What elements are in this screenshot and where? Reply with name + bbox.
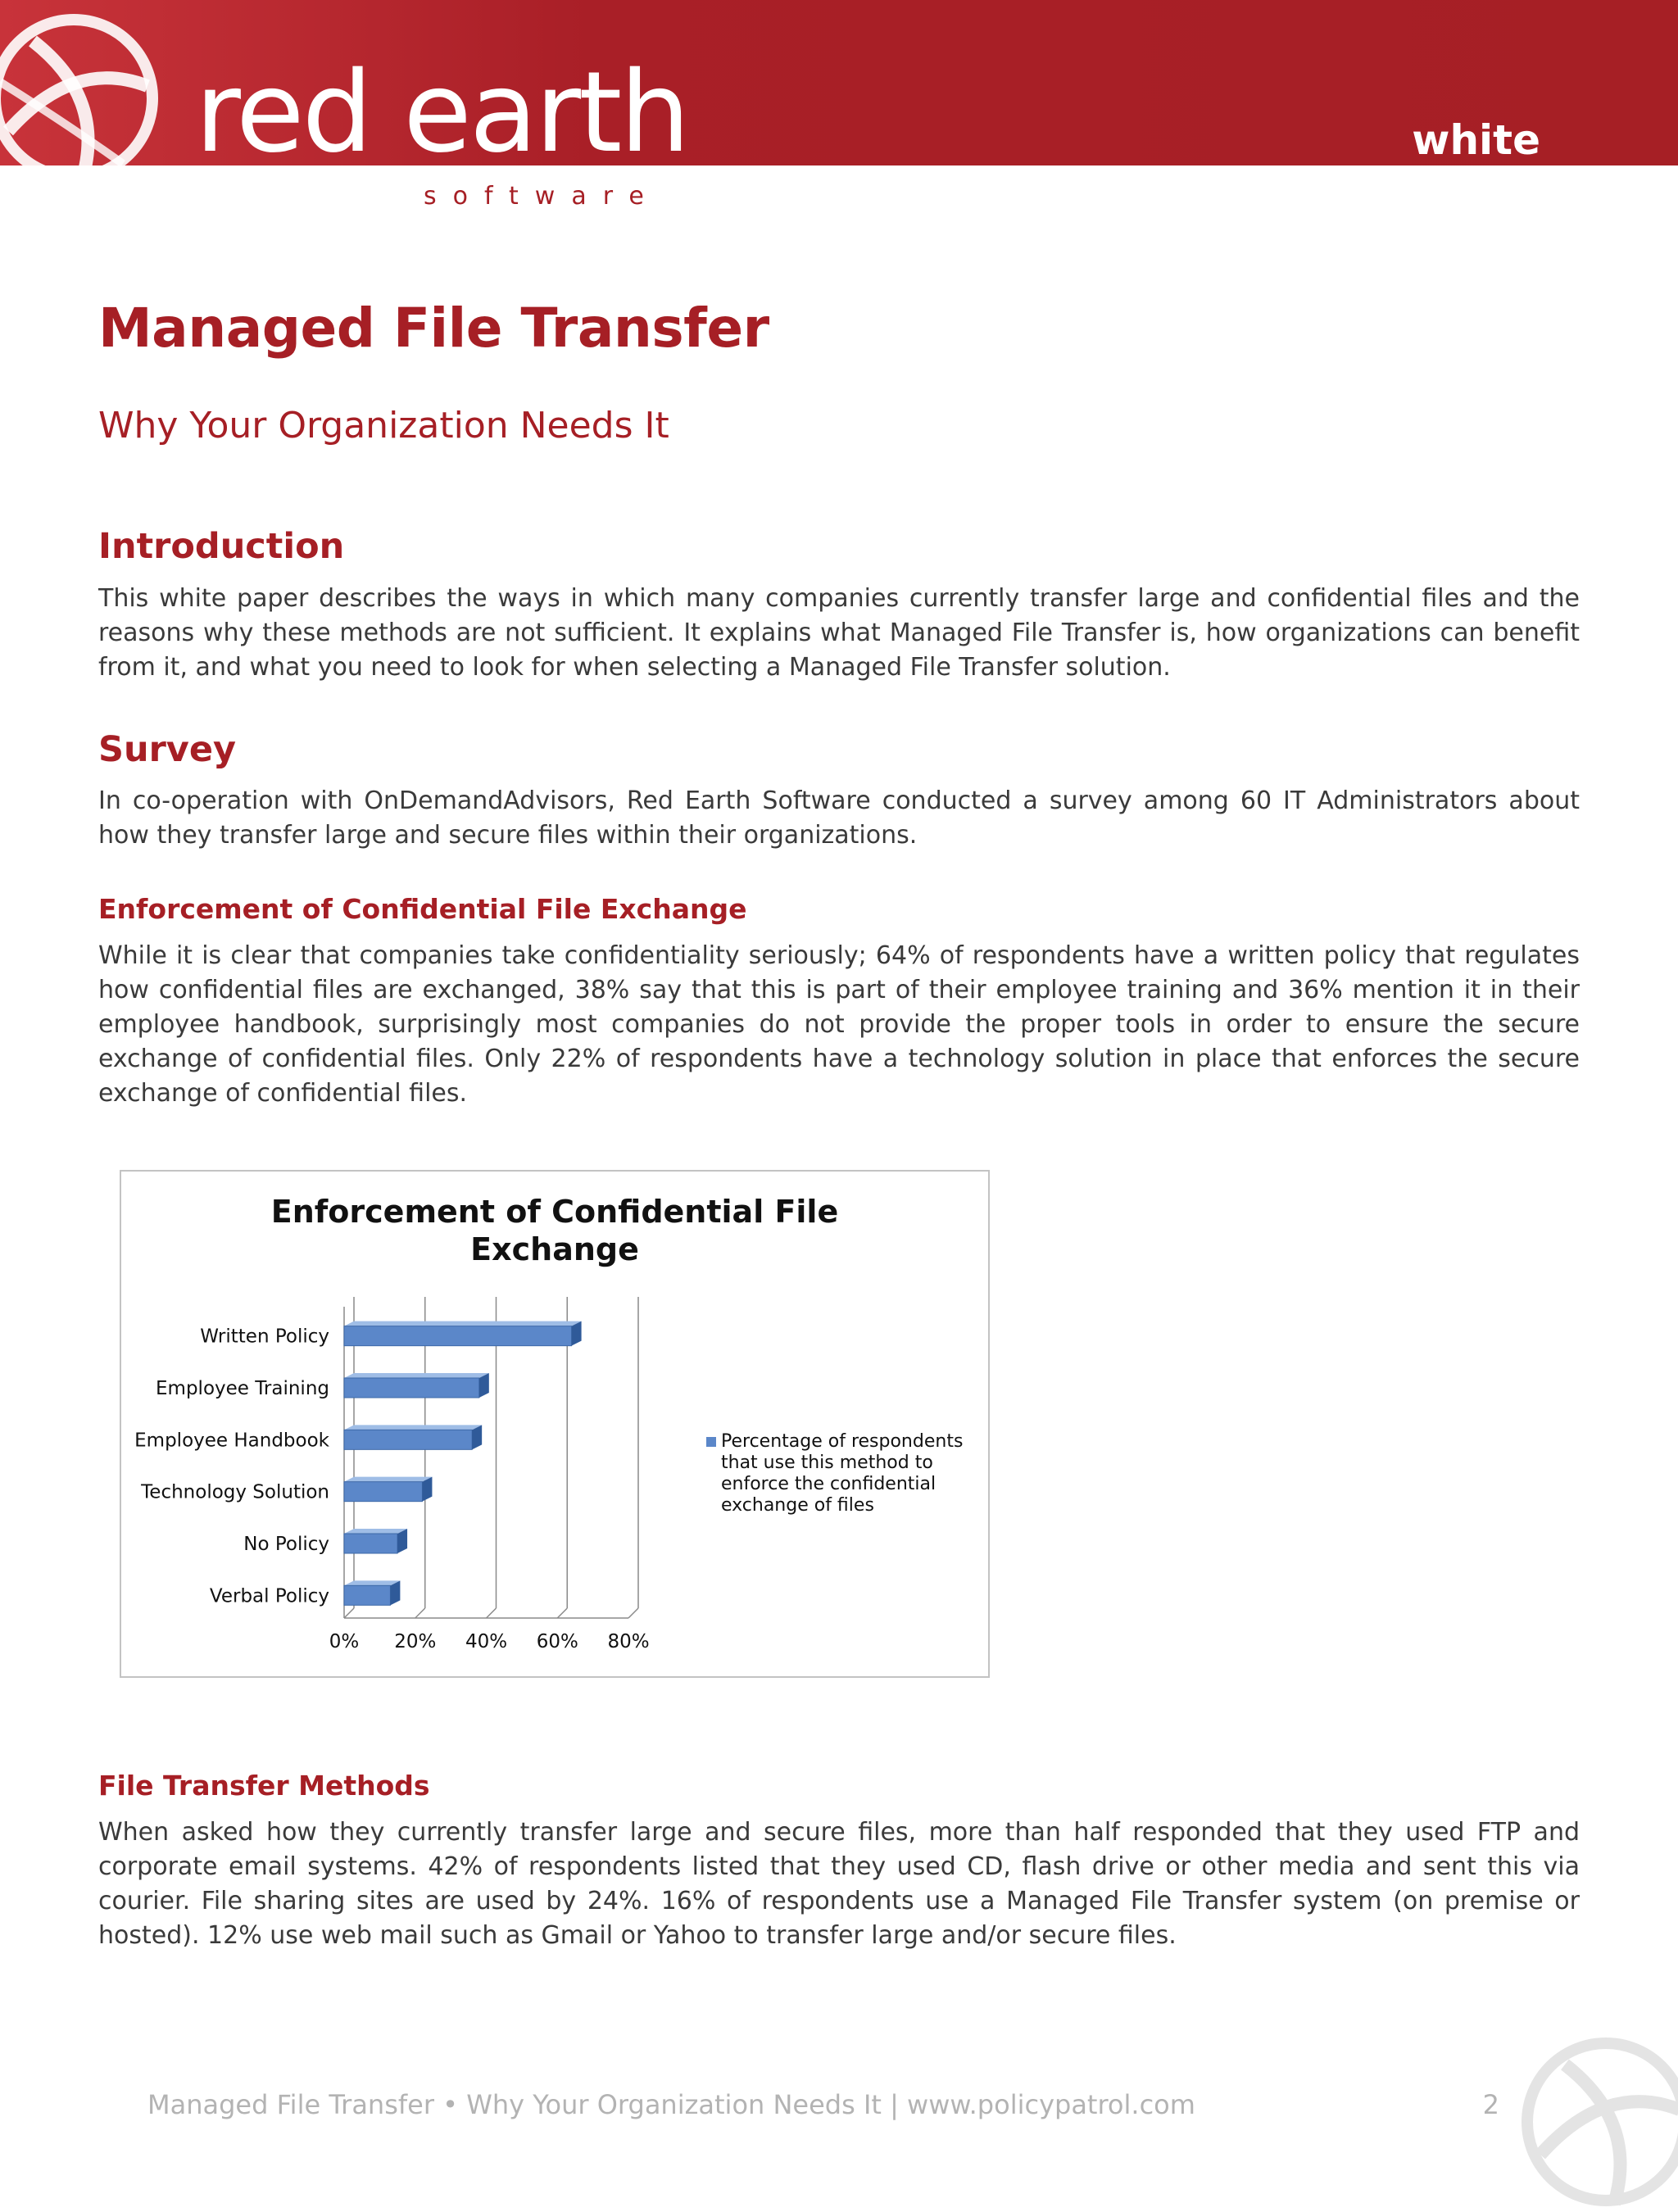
brand-tagline: software (424, 182, 660, 211)
chart-gridline-depth (487, 1608, 497, 1618)
globe-watermark-icon (1516, 2032, 1678, 2212)
page-subtitle: Why Your Organization Needs It (98, 405, 669, 446)
enforcement-paragraph: While it is clear that companies take confidentiality seriously; 64% of respondents have a written policy that regulates how confidential files are exchanged, 38% say that this is part of their employee training and 36% mention it in their employee handbook, surprisingly most companies do not provide the proper tools in order to ensure the secure exchange of confidential files. Only 22% of respondents have a technology solution in place that enforces the secure exchange of confidential files. (98, 941, 1580, 1108)
introduction-paragraph: This white paper describes the ways in which many companies currently transfer large and confidential files and the reasons why these methods are not sufficient. It explains what Managed File Transfer is, how organizations can benefit from it, and what you need to look for when selecting a Managed File Transfer solution. (98, 584, 1580, 682)
chart-gridline-depth (628, 1608, 638, 1618)
page-title: Managed File Transfer (98, 297, 769, 360)
chart-gridline-depth (415, 1608, 425, 1618)
file-transfer-methods-paragraph: When asked how they currently transfer large and secure files, more than half responded that they used FTP and corporate email systems. 42% of respondents listed that they used CD, flash drive or other media and sent this via courier. File sharing sites are used by 24%. 16% of respondents use a Managed File Transfer system (on premise or hosted). 12% use web mail such as Gmail or Yahoo to transfer large and/or secure files. (98, 1818, 1580, 1950)
chart-legend-label: that use this method to (721, 1453, 933, 1473)
enforcement-bar-chart (121, 1172, 988, 1676)
enforcement-heading: Enforcement of Confidential File Exchange (98, 893, 747, 925)
chart-container (120, 1170, 990, 1678)
chart-bar (344, 1430, 472, 1449)
chart-bar (344, 1534, 397, 1553)
chart-bar-top (344, 1580, 400, 1585)
chart-category-label: Verbal Policy (209, 1585, 329, 1607)
chart-gridline-depth (557, 1608, 567, 1618)
chart-x-tick-label: 20% (394, 1631, 437, 1652)
chart-bar (344, 1585, 390, 1605)
chart-bar (344, 1482, 422, 1502)
chart-category-label: No Policy (243, 1534, 329, 1555)
chart-category-label: Technology Solution (141, 1481, 329, 1503)
footer-text: Managed File Transfer • Why Your Organization Needs It | www.policypatrol.com (147, 2089, 1195, 2120)
document-type-label: white paper (1406, 116, 1540, 211)
chart-x-tick-label: 0% (329, 1631, 360, 1652)
chart-legend-label: Percentage of respondents (721, 1431, 964, 1452)
chart-bar (344, 1326, 572, 1346)
page-number: 2 (1482, 2089, 1499, 2120)
globe-logo-icon (0, 8, 164, 188)
chart-x-tick-label: 40% (465, 1631, 508, 1652)
introduction-heading: Introduction (98, 526, 345, 567)
chart-bar-top (344, 1529, 407, 1534)
chart-x-tick-label: 80% (607, 1631, 650, 1652)
chart-legend-label: enforce the confidential (721, 1474, 937, 1494)
chart-bar-top (344, 1425, 482, 1430)
chart-legend-swatch (706, 1437, 716, 1447)
brand-name: red earth (195, 48, 688, 178)
survey-paragraph: In co-operation with OnDemandAdvisors, Red Earth Software conducted a survey among 60 IT Administrators about how they transfer large and secure files within their organizations. (98, 786, 1580, 850)
chart-category-label: Employee Training (156, 1378, 329, 1399)
chart-bar-top (344, 1373, 489, 1378)
chart-category-label: Employee Handbook (134, 1430, 329, 1452)
survey-heading: Survey (98, 729, 237, 770)
chart-legend-label: exchange of files (721, 1495, 874, 1516)
chart-gridline-depth (344, 1608, 354, 1618)
chart-x-tick-label: 60% (536, 1631, 578, 1652)
chart-title: Enforcement of Confidential File Exchange (270, 1194, 839, 1267)
file-transfer-methods-heading: File Transfer Methods (98, 1770, 430, 1802)
chart-bar-top (344, 1477, 432, 1482)
chart-bar (344, 1378, 479, 1398)
chart-bar-top (344, 1321, 582, 1326)
chart-category-label: Written Policy (200, 1326, 329, 1348)
